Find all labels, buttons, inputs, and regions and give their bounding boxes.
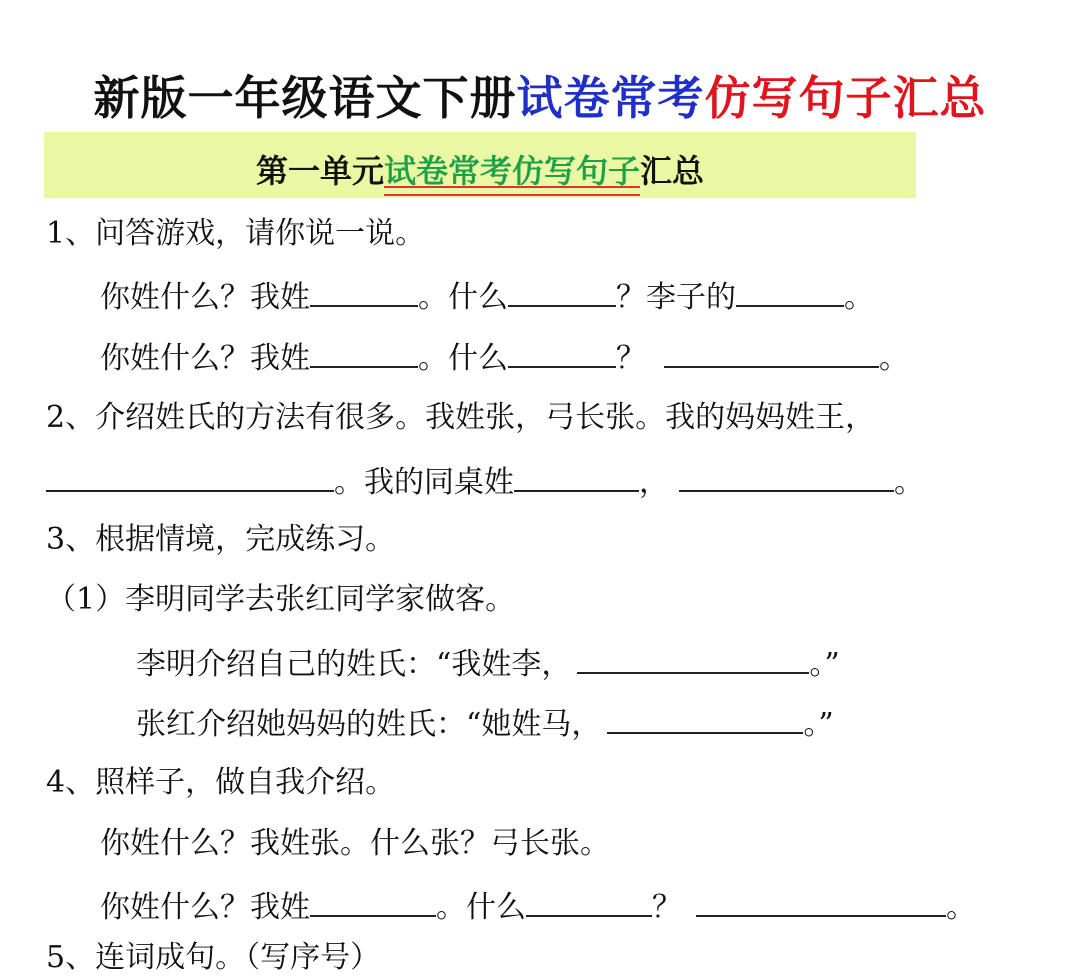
q1-l1-text-d: 。: [844, 280, 874, 315]
answer-blank[interactable]: [696, 885, 946, 917]
answer-blank[interactable]: [310, 885, 436, 917]
unit-banner: [44, 132, 916, 198]
q2-l2-text-c: 。: [894, 465, 924, 500]
document-title: [0, 62, 1080, 128]
unit-prefix: 第一单元: [255, 152, 384, 190]
q3-line-1: [136, 642, 840, 685]
q2-l2-text-a: 。我的同桌姓: [334, 465, 514, 500]
q4-l2-text-c: ？: [652, 890, 682, 925]
q3-l2-text-b: 。”: [803, 707, 834, 742]
answer-blank[interactable]: [577, 642, 809, 674]
q1-line-1: [100, 275, 874, 318]
q3-l2-text-a: 张红介绍她妈妈的姓氏：“她姓马，: [136, 707, 602, 742]
q3-prompt: 3、根据情境，完成练习。: [46, 522, 396, 557]
answer-blank[interactable]: [310, 336, 418, 368]
q4-prompt: 4、照样子，做自我介绍。: [46, 765, 396, 800]
answer-blank[interactable]: [679, 460, 894, 492]
q3-sub1: （1）李明同学去张红同学家做客。: [46, 582, 516, 617]
q1-line-2: [100, 336, 909, 379]
q5-prompt: 5、连词成句。（写序号）: [46, 940, 381, 975]
q2-prompt: 2、介绍姓氏的方法有很多。我姓张，弓长张。我的妈妈姓王，: [46, 400, 876, 435]
answer-blank[interactable]: [508, 275, 616, 307]
q3-l1-text-a: 李明介绍自己的姓氏：“我姓李，: [136, 647, 572, 682]
answer-blank[interactable]: [526, 885, 652, 917]
q3-line-2: [136, 702, 834, 745]
q1-l2-text-d: 。: [879, 341, 909, 376]
q3-l1-text-b: 。”: [809, 647, 840, 682]
q4-line-2: [100, 885, 976, 928]
q1-l2-text-b: 。什么: [418, 341, 508, 376]
answer-blank[interactable]: [310, 275, 418, 307]
unit-highlight: 试卷常考仿写句子: [383, 152, 640, 190]
answer-blank[interactable]: [736, 275, 844, 307]
answer-blank[interactable]: [508, 336, 616, 368]
q1-l1-text-a: 你姓什么？我姓: [100, 280, 310, 315]
q4-l2-text-d: 。: [946, 890, 976, 925]
q4-l2-text-b: 。什么: [436, 890, 526, 925]
q1-l1-text-c: ？李子的: [616, 280, 736, 315]
unit-heading: [44, 146, 916, 192]
q1-l1-text-b: 。什么: [418, 280, 508, 315]
q4-example: 你姓什么？我姓张。什么张？弓长张。: [100, 826, 610, 861]
q1-l2-text-c: ？: [616, 341, 646, 376]
q1-prompt: 1、问答游戏，请你说一说。: [46, 216, 426, 251]
q4-l2-text-a: 你姓什么？我姓: [100, 890, 310, 925]
q1-l2-text-a: 你姓什么？我姓: [100, 341, 310, 376]
answer-blank[interactable]: [607, 702, 803, 734]
unit-suffix: 汇总: [640, 152, 705, 190]
title-part-1: 新版一年级语文下册: [93, 71, 517, 125]
title-part-2: 试卷常考: [516, 71, 705, 125]
answer-blank[interactable]: [46, 460, 334, 492]
q2-line-2: [46, 460, 924, 503]
answer-blank[interactable]: [664, 336, 879, 368]
answer-blank[interactable]: [514, 460, 639, 492]
q2-l2-text-b: ，: [639, 465, 669, 500]
title-part-3: 仿写句子汇总: [704, 71, 987, 125]
